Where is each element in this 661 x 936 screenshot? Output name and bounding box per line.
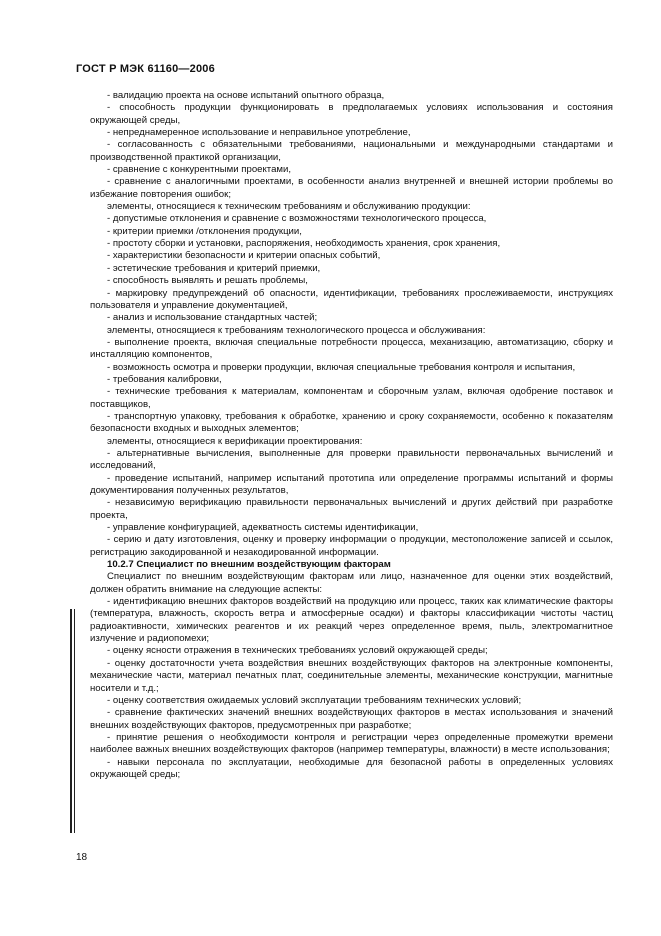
paragraph: - оценку достаточности учета воздействия внешних воздействующих факторов на электронные компоненты, механические части, материал печатных плат, соединительные элементы, механические конструкции, магнитные носители и т.д.;: [90, 657, 613, 694]
document-body: [90, 90, 613, 781]
paragraph: - сравнение фактических значений внешних воздействующих факторов в местах использования и значений внешних воздействующих факторов, предусмотренных при разработке;: [90, 707, 613, 731]
paragraph: - простоту сборки и установки, распоряжения, необходимость хранения, срок хранения,: [107, 238, 501, 250]
paragraph: элементы, относящиеся к техническим требованиям и обслуживанию продукции:: [107, 201, 471, 213]
paragraph: - маркировку предупреждений об опасности, идентификации, требованиях прослеживаемости, инструкциях пользователя и управление документацией,: [90, 287, 613, 311]
paragraph: - эстетические требования и критерий приемки,: [107, 262, 321, 274]
paragraph: - серию и дату изготовления, оценку и проверку информации о продукции, местоположение записей и ссылок, регистрацию закодированной и незакодированной информации.: [90, 534, 613, 558]
paragraph: - способность выявлять и решать проблемы,: [107, 275, 308, 287]
paragraph: - допустимые отклонения и сравнение с возможностями технологического процесса,: [107, 213, 487, 225]
paragraph: - проведение испытаний, например испытаний прототипа или определение программы испытаний и формы документирования полученных результатов,: [90, 472, 613, 496]
paragraph: - характеристики безопасности и критерии опасных событий,: [107, 250, 381, 262]
paragraph: - управление конфигурацией, адекватность системы идентификации,: [107, 522, 419, 534]
paragraph: - сравнение с аналогичными проектами, в особенности анализ внутренней и внешней истории проблемы во избежание повторения ошибок;: [90, 176, 613, 200]
paragraph: - выполнение проекта, включая специальные потребности процесса, механизацию, автоматизацию, сборку и инсталляцию компонентов,: [90, 336, 613, 361]
paragraph: - навыки персонала по эксплуатации, необходимые для безопасной работы в определенных условиях окружающей среды;: [90, 756, 613, 780]
paragraph: - возможность осмотра и проверки продукции, включая специальные требования контроля и испытания,: [107, 361, 576, 373]
section-heading: 10.2.7 Специалист по внешним воздействующим факторам: [107, 559, 391, 571]
paragraph: - независимую верификацию правильности первоначальных вычислений и других действий при разработке проекта,: [90, 497, 613, 521]
paragraph: - согласованность с обязательными требованиями, национальными и международными стандартами и производственной практикой организации,: [90, 139, 613, 163]
paragraph: элементы, относящиеся к требованиям технологического процесса и обслуживания:: [107, 324, 486, 336]
paragraph: - критерии приемки /отклонения продукции,: [107, 225, 302, 237]
change-marker-bar: [70, 609, 75, 833]
paragraph: - требования калибровки,: [107, 373, 222, 385]
paragraph: элементы, относящиеся к верификации проектирования:: [107, 435, 363, 447]
paragraph: - альтернативные вычисления, выполненные для проверки правильности первоначальных вычислений и исследований,: [90, 447, 613, 472]
paragraph: Специалист по внешним воздействующим факторам или лицо, назначенное для оценки этих воздействий, должен обратить внимание на следующие аспекты:: [90, 571, 613, 595]
paragraph: - непреднамеренное использование и неправильное употребление,: [107, 127, 411, 139]
paragraph: - валидацию проекта на основе испытаний опытного образца,: [107, 90, 385, 101]
paragraph: - сравнение с конкурентными проектами,: [107, 164, 292, 176]
paragraph: - принятие решения о необходимости контроля и регистрации через определенные промежутки времени наиболее важных внешних воздействующих факторов (например температуры, влажности) в месте использования;: [90, 731, 613, 756]
page-number: 18: [76, 852, 88, 863]
paragraph: - анализ и использование стандартных частей;: [107, 312, 318, 324]
paragraph: - оценку ясности отражения в технических требованиях условий окружающей среды;: [107, 645, 488, 657]
paragraph: - транспортную упаковку, требования к обработке, хранению и сроку сохраняемости, особенно к показателям безопасности входных и выходных элементов;: [90, 410, 613, 435]
paragraph: - технические требования к материалам, компонентам и сборочным узлам, включая одобрение поставок и поставщиков,: [90, 386, 613, 410]
paragraph: - способность продукции функционировать в предполагаемых условиях использования и состояния окружающей среды,: [90, 102, 613, 126]
paragraph: - идентификацию внешних факторов воздействий на продукцию или процесс, таких как климатические факторы (температура, влажность, скорость ветра и атмосферные осадки) и факторы классификации чистоты частиц радиоактивности, химических реагентов и их реакций через определенное время, пыль, электромагнитное излучение и радиопомехи;: [90, 596, 613, 645]
paragraph: - оценку соответствия ожидаемых условий эксплуатации требованиям технических условий;: [107, 694, 522, 706]
document-header: ГОСТ Р МЭК 61160—2006: [76, 63, 215, 75]
